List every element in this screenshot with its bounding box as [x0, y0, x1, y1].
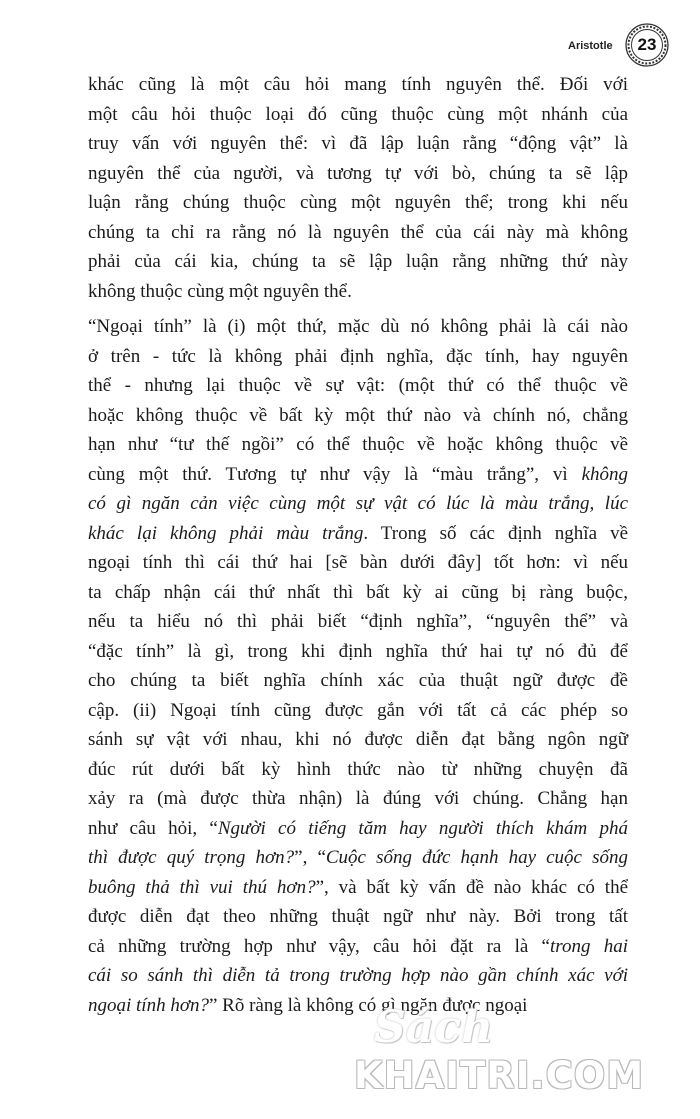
text-line: [88, 277, 628, 307]
text-run: như câu hỏi, “: [88, 817, 218, 839]
text-run: ở trên - tức là không phải định nghĩa, đặc tính, hay nguyên: [88, 345, 628, 367]
text-line: [88, 371, 628, 401]
text-line: [88, 637, 628, 667]
italic-text-run: có gì ngăn cản việc cùng một sự vật có lúc là màu trắng, lúc: [88, 493, 628, 514]
text-line: [88, 696, 628, 726]
text-run: truy vấn với nguyên thể: vì đã lập luận rằng “động vật” là: [88, 133, 628, 154]
text-run: cùng một thứ. Tương tự như vậy là “màu trắng”, vì: [88, 463, 582, 485]
text-line: [88, 401, 628, 431]
watermark-brand: KHAITRI.COM: [354, 1054, 645, 1097]
text-run: đúc rút dưới bất kỳ hình thức nào từ những chuyện đã: [88, 758, 628, 780]
running-header-title: Aristotle: [568, 40, 613, 52]
text-run: xảy ra (mà được thừa nhận) là đúng với chúng. Chẳng hạn: [88, 788, 628, 809]
text-run: thể - nhưng lại thuộc về sự vật: (một thứ có thể thuộc về: [88, 375, 628, 396]
italic-text-run: cái so sánh thì diễn tả trong trường hợp nào gần chính xác với: [88, 965, 628, 986]
text-line: [88, 342, 628, 372]
text-line: [88, 873, 628, 903]
italic-text-run: trong hai: [550, 935, 629, 957]
text-run: nếu ta hiểu nó thì phải biết “định nghĩa”, “nguyên thể” và: [88, 611, 628, 632]
text-run: ”, “: [294, 847, 326, 868]
text-run: được diễn đạt theo những thuật ngữ như này. Bởi trong tất: [88, 906, 628, 927]
text-run: nguyên thể của người, và tương tự với bò, chúng ta sẽ lập: [88, 162, 628, 184]
text-line: [88, 430, 628, 460]
watermark-script: Sách: [374, 1002, 494, 1053]
watermark-logo: [354, 1002, 694, 1114]
italic-text-run: thì được quý trọng hơn?: [88, 847, 295, 868]
text-line: [88, 814, 628, 844]
italic-text-run: không: [581, 463, 628, 485]
text-line: [88, 666, 628, 696]
italic-text-run: buông thả thì vui thú hơn?: [88, 876, 316, 898]
text-line: [88, 784, 628, 814]
text-run: ngoại tính thì cái thứ hai [sẽ bàn dưới đây] tốt hơn: vì nếu: [88, 552, 628, 573]
text-line: [88, 519, 628, 549]
paragraph-1: [88, 70, 628, 306]
italic-text-run: ngoại tính hơn?: [88, 994, 209, 1016]
page-number-badge: [624, 22, 670, 68]
text-line: [88, 312, 628, 342]
text-line: [88, 489, 628, 519]
text-line: [88, 129, 628, 159]
text-line: [88, 932, 628, 962]
text-line: [88, 159, 628, 189]
text-run: luận rằng chúng thuộc cùng một nguyên thể; trong khi nếu: [88, 192, 628, 213]
text-run: chúng ta chỉ ra rằng nó là nguyên thể của cái này mà không: [88, 221, 628, 243]
italic-text-run: Người có tiếng tăm hay người thích khám phá: [217, 817, 628, 839]
text-run: phải của cái kia, chúng ta sẽ lập luận rằng những thứ này: [88, 251, 628, 272]
text-run: “Ngoại tính” là (i) một thứ, mặc dù nó không phải là cái nào: [88, 316, 628, 337]
page-number: 23: [637, 35, 657, 54]
text-line: [88, 460, 628, 490]
text-line: [88, 218, 628, 248]
paragraph-2: [88, 312, 628, 1020]
italic-text-run: khác lại không phải màu trắng: [88, 522, 364, 544]
text-run: khác cũng là một câu hỏi mang tính nguyên thể. Đối với: [88, 74, 628, 95]
text-run: cho chúng ta biết nghĩa chính xác của thuật ngữ được đề: [88, 670, 628, 691]
text-run: ta chấp nhận cái thứ nhất thì bất kỳ ai cũng bị ràng buộc,: [88, 581, 628, 603]
text-run: sánh sự vật với nhau, khi nó được diễn đạt bằng ngôn ngữ: [88, 729, 628, 750]
text-line: [88, 100, 628, 130]
text-run: hoặc không thuộc về bất kỳ một thứ nào và chính nó, chẳng: [88, 404, 628, 426]
text-line: [88, 607, 628, 637]
text-run: một câu hỏi thuộc loại đó cũng thuộc cùng một nhánh của: [88, 103, 628, 125]
text-line: [88, 902, 628, 932]
text-line: [88, 70, 628, 100]
text-line: [88, 247, 628, 277]
text-line: [88, 578, 628, 608]
text-run: ”, và bất kỳ vấn đề nào khác có thể: [315, 876, 629, 898]
text-run: ” Rõ ràng là không có gì ngăn được ngoại: [208, 994, 528, 1016]
text-line: [88, 755, 628, 785]
text-run: “đặc tính” là gì, trong khi định nghĩa thứ hai tự nó đủ để: [88, 640, 628, 662]
text-run: cập. (ii) Ngoại tính cũng được gắn với tất cả các phép so: [88, 699, 628, 721]
text-line: [88, 843, 628, 873]
text-line: [88, 725, 628, 755]
text-run: . Trong số các định nghĩa về: [363, 522, 628, 544]
text-run: không thuộc cùng một nguyên thể.: [88, 280, 352, 302]
text-run: hạn như “tư thế ngồi” có thể thuộc về hoặc không thuộc về: [88, 434, 628, 455]
text-line: [88, 548, 628, 578]
text-line: [88, 188, 628, 218]
italic-text-run: Cuộc sống đức hạnh hay cuộc sống: [325, 847, 628, 868]
text-line: [88, 961, 628, 991]
text-run: cả những trường hợp như vậy, câu hỏi đặt ra là “: [88, 935, 550, 957]
